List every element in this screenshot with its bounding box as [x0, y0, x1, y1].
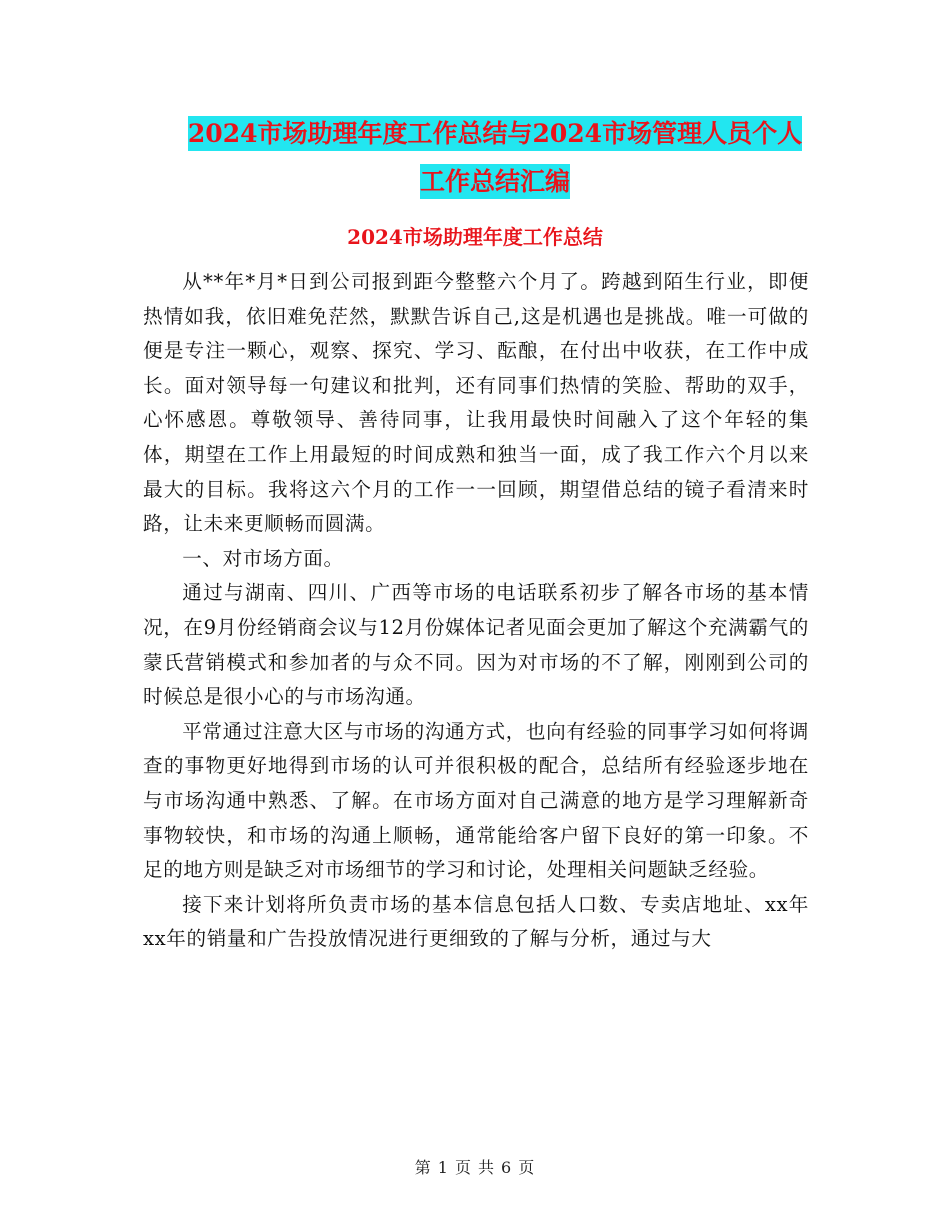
- footer-total-label: 共: [478, 1158, 496, 1177]
- footer-page-unit: 页: [454, 1158, 472, 1177]
- footer-page-number: 1: [437, 1158, 449, 1177]
- section-title: 2024市场助理年度工作总结: [347, 225, 603, 249]
- paragraph: 平常通过注意大区与市场的沟通方式，也向有经验的同事学习如何将调查的事物更好地得到市场的认可并很积极的配合，总结所有经验逐步地在与市场沟通中熟悉、了解。在市场方面对自己满意的地方是学习理解新奇事物较快，和市场的沟通上顺畅，通常能给客户留下良好的第一印象。不足的地方则是缺乏对市场细节的学习和讨论，处理相关问题缺乏经验。: [143, 719, 809, 882]
- page-footer: [0, 1155, 950, 1178]
- footer-total-pages: 6: [501, 1158, 513, 1177]
- title-line-2: 工作总结汇编: [420, 164, 570, 199]
- footer-page-label: 第: [414, 1158, 432, 1177]
- document-title: [150, 110, 840, 206]
- paragraph: 通过与湖南、四川、广西等市场的电话联系初步了解各市场的基本情况，在9月份经销商会议与12月份媒体记者见面会更加了解这个充满霸气的蒙氏营销模式和参加者的与众不同。因为对市场的不了解，刚刚到公司的时候总是很小心的与市场沟通。: [143, 581, 809, 709]
- document-body: [143, 265, 809, 957]
- paragraph: 从**年*月*日到公司报到距今整整六个月了。跨越到陌生行业，即便热情如我，依旧难免茫然，默默告诉自己,这是机遇也是挑战。唯一可做的便是专注一颗心，观察、探究、学习、酝酿，在付出中收获，在工作中成长。面对领导每一句建议和批判，还有同事们热情的笑脸、帮助的双手，心怀感恩。尊敬领导、善待同事，让我用最快时间融入了这个年轻的集体，期望在工作上用最短的时间成熟和独当一面，成了我工作六个月以来最大的目标。我将这六个月的工作一一回顾，期望借总结的镜子看清来时路，让未来更顺畅而圆满。: [143, 270, 809, 536]
- footer-total-unit: 页: [518, 1158, 536, 1177]
- paragraph: 接下来计划将所负责市场的基本信息包括人口数、专卖店地址、xx年xx年的销量和广告投放情况进行更细致的了解与分析，通过与大: [143, 892, 809, 951]
- title-line-1: 2024市场助理年度工作总结与2024市场管理人员个人: [188, 116, 802, 151]
- subheading: 一、对市场方面。: [182, 546, 344, 570]
